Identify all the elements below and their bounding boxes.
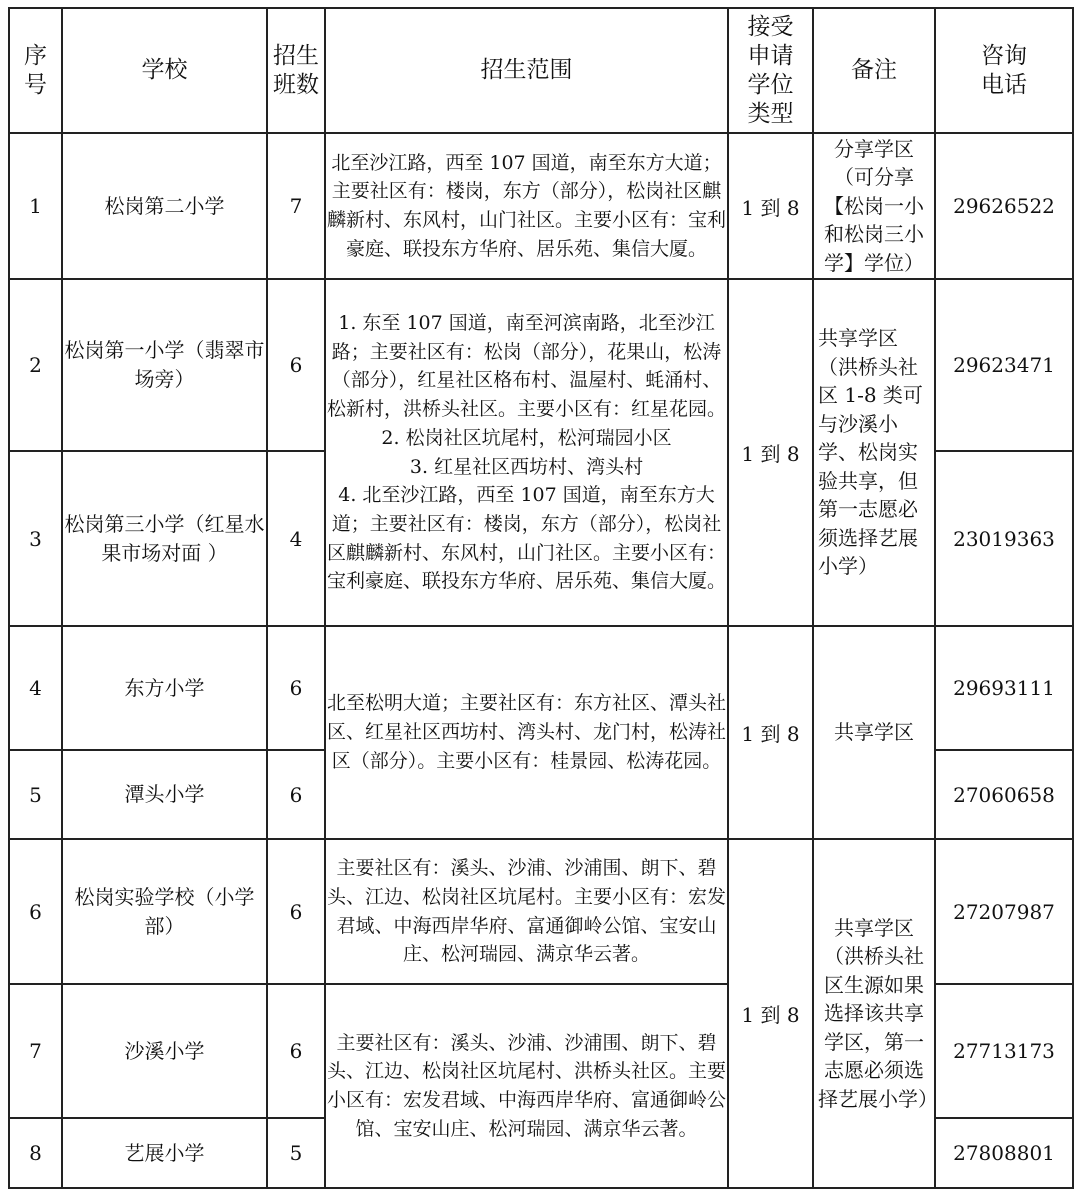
row-note: 共享学区 [813, 626, 935, 839]
row-classes: 6 [267, 839, 325, 984]
row-type: 1 到 8 [728, 839, 813, 1188]
row-range: 主要社区有：溪头、沙浦、沙浦围、朗下、碧头、江边、松岗社区坑尾村、洪桥头社区。主要小区有：宏发君域、中海西岸华府、富通御岭公馆、宝安山庄、松河瑞园、满京华云著。 [325, 984, 728, 1188]
row-range [325, 279, 728, 626]
table-row [9, 839, 1073, 984]
row-type: 1 到 8 [728, 279, 813, 626]
row-classes: 5 [267, 1118, 325, 1188]
range-line: 2. 松岗社区坑尾村，松河瑞园小区 [381, 426, 672, 449]
row-seq: 2 [9, 279, 62, 451]
row-school: 松岗第三小学（红星水果市场对面 ） [62, 451, 267, 626]
row-classes: 7 [267, 133, 325, 279]
row-classes: 6 [267, 626, 325, 750]
row-range: 北至沙江路，西至 107 国道，南至东方大道；主要社区有：楼岗，东方（部分），松岗社区麒麟新村、东风村，山门社区。主要小区有：宝利豪庭、联投东方华府、居乐苑、集信大厦。 [325, 133, 728, 279]
range-line: 4. 北至沙江路，西至 107 国道，南至东方大道；主要社区有：楼岗，东方（部分），松岗社区麒麟新村、东风村，山门社区。主要小区有：宝利豪庭、联投东方华府、居乐苑、集信大厦。 [326, 484, 726, 593]
row-phone: 27060658 [935, 750, 1073, 839]
range-line: 1. 东至 107 国道，南至河滨南路，北至沙江路；主要社区有：松岗（部分），花果山，松涛（部分），红星社区格布村、温屋村、蚝涌村、松新村，洪桥头社区。主要小区有：红星花园。 [326, 311, 726, 421]
row-seq: 7 [9, 984, 62, 1118]
row-phone: 29693111 [935, 626, 1073, 750]
row-classes: 6 [267, 279, 325, 451]
header-row [9, 8, 1073, 133]
row-school: 潭头小学 [62, 750, 267, 839]
row-phone: 29626522 [935, 133, 1073, 279]
header-seq: 序号 [9, 8, 62, 133]
row-phone: 27207987 [935, 839, 1073, 984]
header-school: 学校 [62, 8, 267, 133]
table-row [9, 279, 1073, 451]
row-seq: 8 [9, 1118, 62, 1188]
row-seq: 4 [9, 626, 62, 750]
header-phone: 咨询电话 [935, 8, 1073, 133]
row-school: 松岗第一小学（翡翠市场旁） [62, 279, 267, 451]
row-school: 松岗实验学校（小学部） [62, 839, 267, 984]
row-classes: 6 [267, 750, 325, 839]
row-school: 东方小学 [62, 626, 267, 750]
header-range: 招生范围 [325, 8, 728, 133]
row-seq: 5 [9, 750, 62, 839]
row-phone: 27713173 [935, 984, 1073, 1118]
header-note: 备注 [813, 8, 935, 133]
row-classes: 6 [267, 984, 325, 1118]
table-row [9, 626, 1073, 750]
row-note: 共享学区（洪桥头社区生源如果选择该共享学区，第一志愿必须选择艺展小学） [813, 839, 935, 1188]
row-type: 1 到 8 [728, 133, 813, 279]
row-classes: 4 [267, 451, 325, 626]
range-line: 3. 红星社区西坊村、湾头村 [409, 455, 644, 478]
header-type: 接受申请学位类型 [728, 8, 813, 133]
header-classes: 招生班数 [267, 8, 325, 133]
row-type: 1 到 8 [728, 626, 813, 839]
row-phone: 23019363 [935, 451, 1073, 626]
row-school: 沙溪小学 [62, 984, 267, 1118]
row-range: 主要社区有：溪头、沙浦、沙浦围、朗下、碧头、江边、松岗社区坑尾村。主要小区有：宏发君域、中海西岸华府、富通御岭公馆、宝安山庄、松河瑞园、满京华云著。 [325, 839, 728, 984]
row-school: 艺展小学 [62, 1118, 267, 1188]
row-phone: 29623471 [935, 279, 1073, 451]
table-row [9, 133, 1073, 279]
row-note: 共享学区（洪桥头社区 1-8 类可与沙溪小学、松岗实验共享，但第一志愿必须选择艺展小学） [813, 279, 935, 626]
row-seq: 3 [9, 451, 62, 626]
row-seq: 6 [9, 839, 62, 984]
enrollment-table [8, 7, 1074, 1189]
row-seq: 1 [9, 133, 62, 279]
row-school: 松岗第二小学 [62, 133, 267, 279]
row-note: 分享学区（可分享【松岗一小和松岗三小学】学位） [813, 133, 935, 279]
row-phone: 27808801 [935, 1118, 1073, 1188]
row-range: 北至松明大道；主要社区有：东方社区、潭头社区、红星社区西坊村、湾头村、龙门村，松涛社区（部分）。主要小区有：桂景园、松涛花园。 [325, 626, 728, 839]
